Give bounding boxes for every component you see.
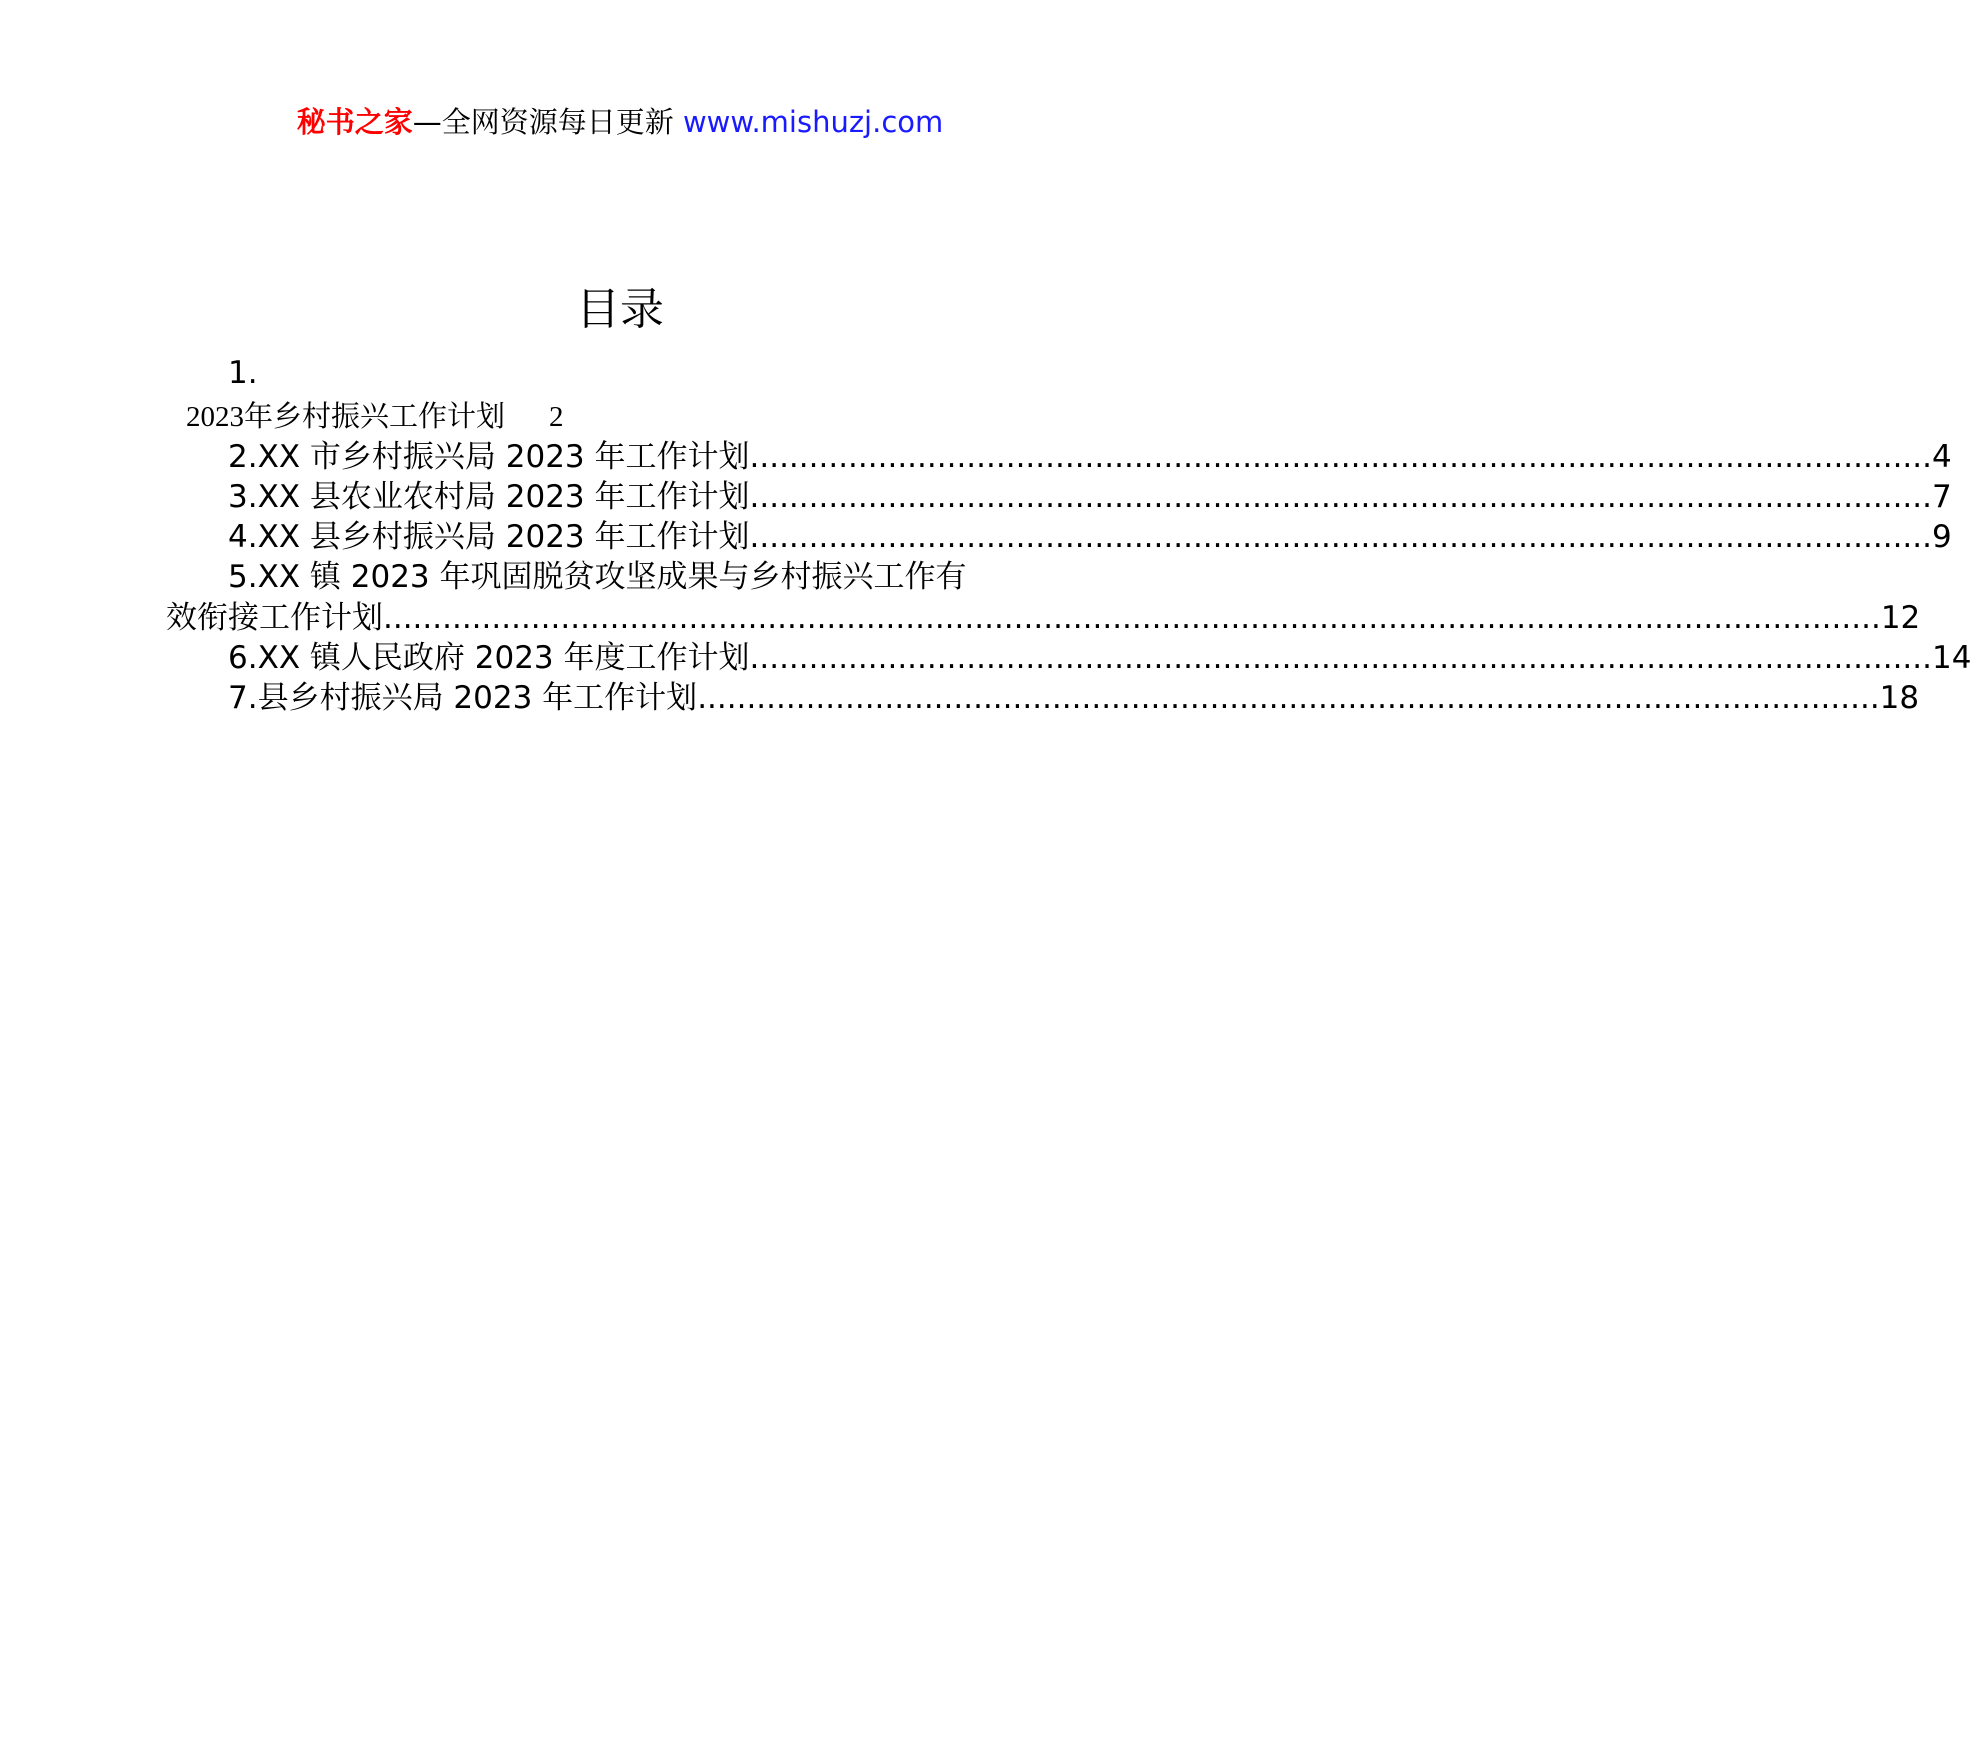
- toc-item-4[interactable]: [228, 516, 1952, 558]
- toc-item-7-text: 7.县乡村振兴局 2023 年工作计划: [228, 680, 698, 716]
- toc-item-7-page: 18: [1879, 680, 1920, 716]
- site-url-link[interactable]: www.mishuzj.com: [682, 105, 944, 139]
- toc-item-4-page: 9: [1932, 519, 1952, 555]
- toc-item-5-line1[interactable]: 5.XX 镇 2023 年巩固脱贫攻坚成果与乡村振兴工作有: [228, 559, 967, 595]
- dot-leader: ........................................................................................................................: [749, 519, 1932, 555]
- toc-item-3[interactable]: [228, 476, 1952, 518]
- brand-name: 秘书之家: [296, 105, 413, 139]
- toc-item-1[interactable]: [186, 396, 564, 438]
- dot-leader: ........................................................................................................................: [749, 439, 1932, 475]
- dot-leader: ........................................................................................................................: [749, 479, 1932, 515]
- toc-item-3-text: 3.XX 县农业农村局 2023 年工作计划: [228, 479, 750, 515]
- toc-item-6-page: 14: [1932, 640, 1971, 676]
- toc-item-1-text: 2023年乡村振兴工作计划: [186, 401, 506, 433]
- toc-item-2-page: 4: [1932, 439, 1952, 475]
- toc-title: 目录: [576, 284, 664, 335]
- dot-leader: ........................................................................................................................: [749, 640, 1932, 676]
- header-tagline: —全网资源每日更新: [412, 105, 674, 139]
- dot-leader: ........................................................................................................................................................: [383, 600, 1881, 636]
- toc-item-6-text: 6.XX 镇人民政府 2023 年度工作计划: [228, 640, 750, 676]
- toc-item-5-page: 12: [1880, 600, 1921, 636]
- dot-leader: ........................................................................................................................: [697, 680, 1880, 716]
- toc-item-4-text: 4.XX 县乡村振兴局 2023 年工作计划: [228, 519, 750, 555]
- toc-item-3-page: 7: [1932, 479, 1952, 515]
- toc-item-2-text: 2.XX 市乡村振兴局 2023 年工作计划: [228, 439, 750, 475]
- toc-item-5-text: 效衔接工作计划: [166, 600, 383, 636]
- toc-item-2[interactable]: [228, 436, 1952, 478]
- toc-item-7[interactable]: [228, 677, 1920, 719]
- toc-item-1-number: 1.: [228, 355, 258, 391]
- toc-item-5[interactable]: [166, 597, 1921, 639]
- toc-item-6[interactable]: [228, 637, 1971, 679]
- toc-item-1-page: 2: [549, 401, 564, 433]
- page-header: [0, 102, 1240, 142]
